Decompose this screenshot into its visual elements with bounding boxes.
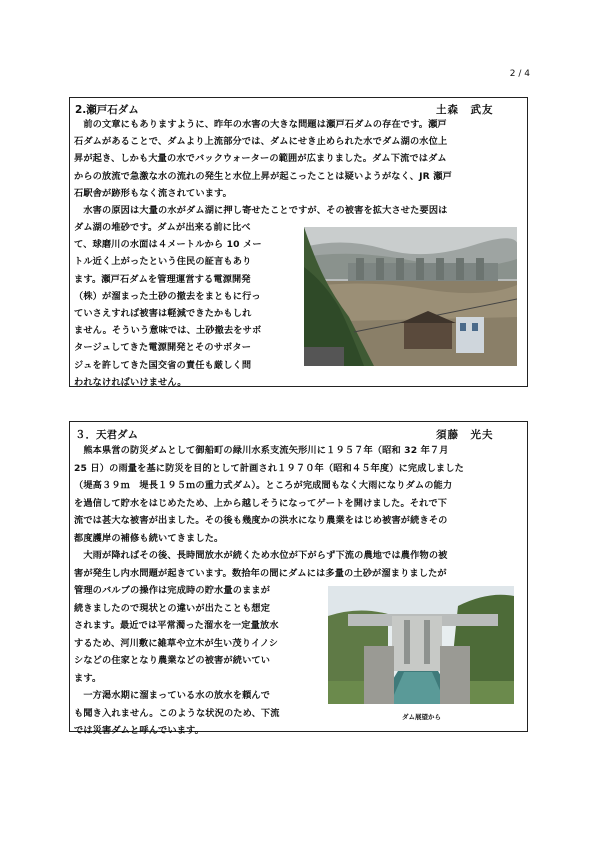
dam-spillway-photo — [328, 586, 514, 704]
text-line: 石駅舎が跡形もなく流されています。 — [74, 187, 233, 199]
text-line: （堤高３９ｍ 堤長１９５ｍの重力式ダム）。ところが完成間もなく大雨になりダムの能力 — [74, 480, 453, 491]
text-line: シなどの住家となり農業などの被害が続いてい — [74, 655, 271, 666]
text-line: 都度護岸の補修も続いてきました。 — [74, 532, 224, 544]
photo-caption: ダム展望から — [402, 713, 441, 721]
dam-spillway-image — [328, 586, 514, 704]
text-line: 熊本県営の防災ダムとして御船町の緑川水系支流矢形川に１９５７年（昭和 32 年７月 — [74, 445, 449, 456]
text-line: ていさえすれば被害は軽減できたかもしれ — [74, 308, 252, 319]
text-line: 25 日）の雨量を基に防災を目的として計画され１９７０年（昭和４５年度）に完成しました — [74, 462, 464, 474]
text-line: 一方渇水期に溜まっている水の放水を頼んで — [74, 690, 271, 701]
page-number: 2 / 4 — [509, 69, 530, 79]
text-line: て、球磨川の水面は４メートルから 10 メー — [74, 239, 262, 251]
text-line: するため、河川敷に雑草や立木が生い茂りイノシ — [74, 637, 279, 649]
text-line: を過信して貯水をはじめたため、上から越しそうになってゲートを開けました。それで下 — [74, 497, 448, 509]
text-line: 水害の原因は大量の水がダム湖に押し寄せたことですが、その被害を拡大させた要因は — [74, 205, 448, 216]
section-title: ３．天君ダム — [75, 429, 138, 441]
text-line: 管理のバルブの操作は完成時の貯水量のままが — [74, 585, 271, 596]
section-author: 土森 武友 — [436, 104, 494, 116]
section-title: 2.瀬戸石ダム — [75, 104, 139, 116]
section-amagimi-dam — [69, 421, 528, 736]
text-line: では災害ダムと呼んでいます。 — [74, 725, 204, 736]
text-line: 流では甚大な被害が出ました。その後も幾度かの洪水になり農業をはじめ被害が続きその — [74, 515, 448, 526]
text-line: 石ダムがあることで、ダムより上流部分では、ダムにせき止められた水でダム湖の水位上 — [74, 136, 448, 148]
text-line: 大雨が降ればその後、長時間放水が続くため水位が下がらず下流の農地では農作物の被 — [74, 550, 448, 561]
text-line: も聞き入れません。このような状況のため、下流 — [74, 707, 280, 719]
text-line: われなければいけません。 — [74, 376, 187, 388]
text-line: 害が発生し内水問題が起きています。数拾年の間にダムには多量の土砂が溜まりましたが — [74, 567, 447, 579]
text-line: トル近く上がったという住民の証言もあり — [74, 256, 252, 268]
text-line: ます。 — [74, 672, 102, 684]
text-line: ダム湖の堆砂です。ダムが出来る前に比べ — [74, 222, 251, 233]
text-line: されます。最近では平常濁った溜水を一定量放水 — [74, 620, 279, 631]
flooded-dam-image — [304, 227, 517, 366]
text-line: ます。瀬戸石ダムを管理運営する電源開発 — [74, 273, 251, 285]
section-setoishi-dam — [69, 97, 528, 387]
text-line: タージュしてきた電源開発とそのサボター — [74, 342, 252, 354]
text-line: ジュを許してきた国交省の責任も厳しく問 — [74, 359, 252, 371]
flooded-dam-photo — [304, 227, 517, 366]
text-line: （株）が溜まった土砂の撤去をまともに行っ — [74, 290, 261, 302]
text-line: からの放流で急激な水の流れの発生と水位上昇が起こったことは疑いようがなく、JR 瀬戸 — [74, 170, 452, 182]
text-line: 続きましたので現状との違いが出たことも想定 — [74, 602, 271, 614]
section-author: 須藤 光夫 — [436, 429, 494, 441]
text-line: ません。そういう意味では、土砂撤去をサボ — [74, 325, 262, 337]
text-line: 前の文章にもありますように、昨年の水害の大きな問題は瀬戸石ダムの存在です。瀬戸 — [74, 119, 447, 130]
text-line: 昇が起き、しかも大量の水でバックウォーターの範囲が広まりました。ダム下流ではダム — [74, 153, 447, 165]
